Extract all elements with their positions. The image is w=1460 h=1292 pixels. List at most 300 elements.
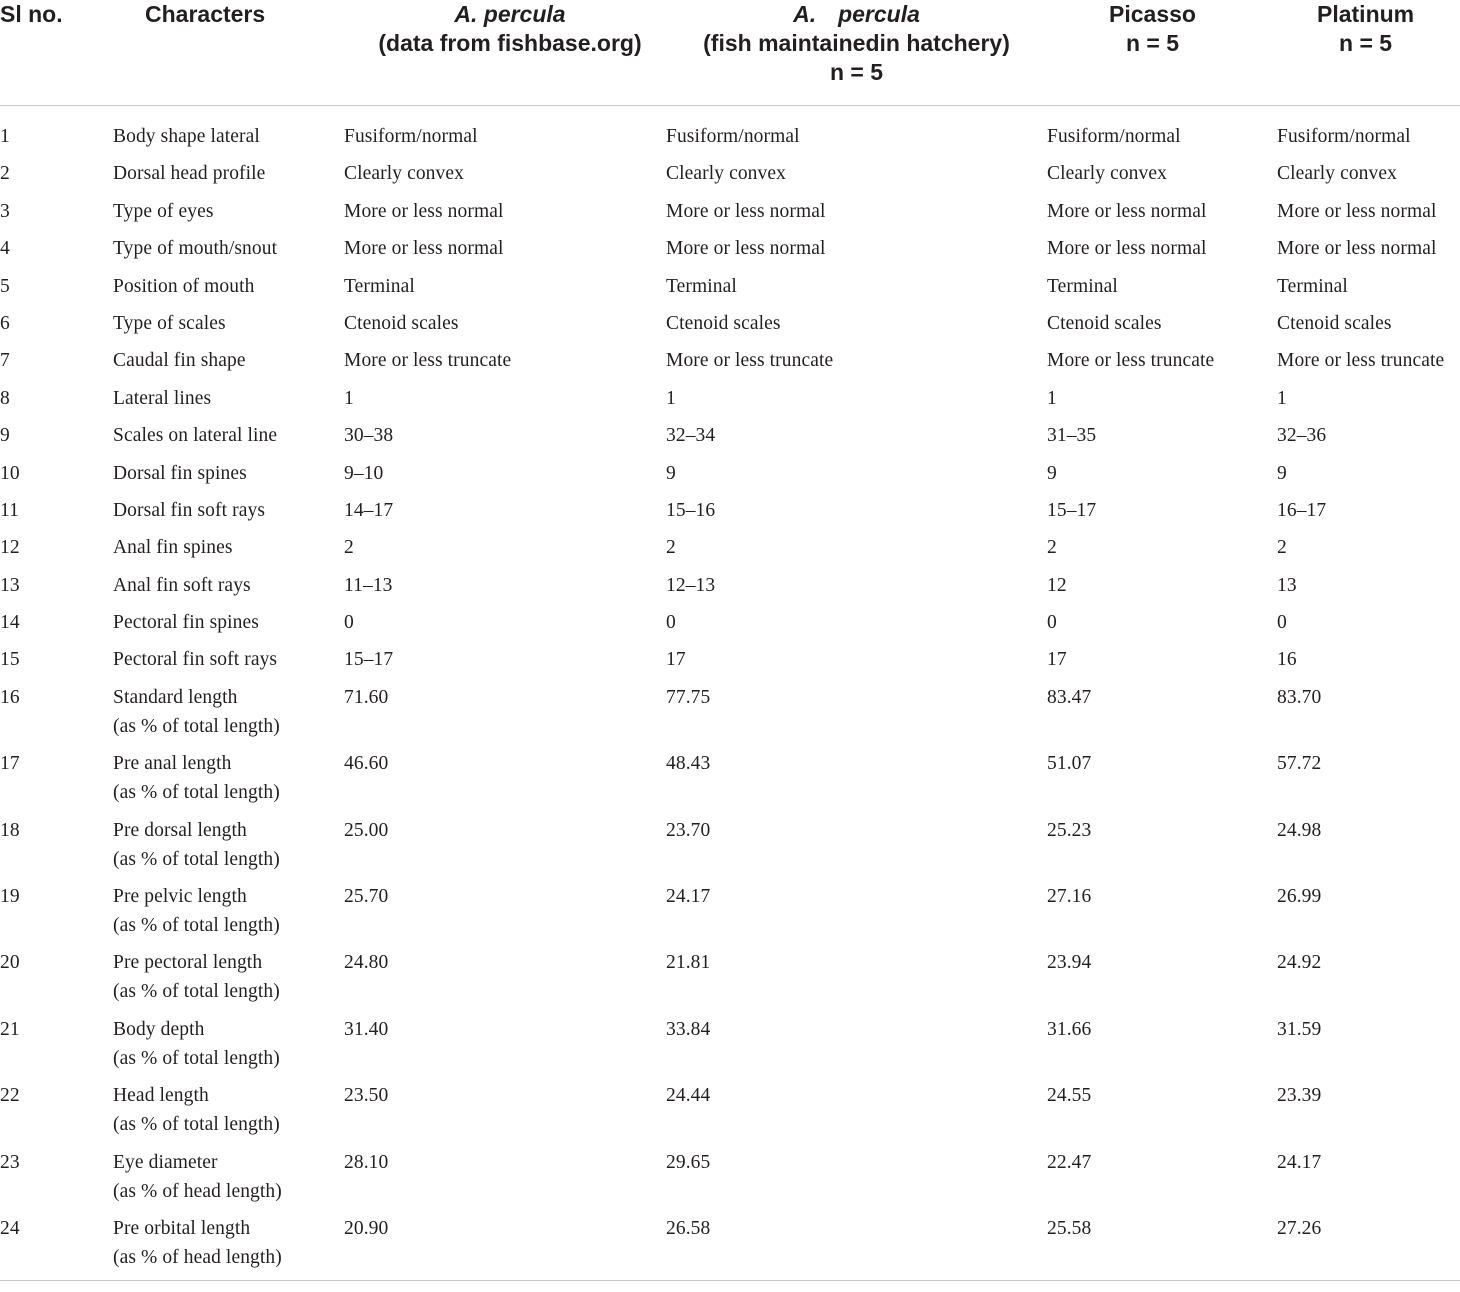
cell-sl-no — [0, 571, 113, 608]
cell-a-percula-fishbase-text: 11–13 — [344, 574, 393, 596]
cell-picasso-text: Ctenoid scales — [1047, 312, 1162, 334]
cell-character-name: Dorsal head profile — [113, 163, 266, 185]
cell-character — [113, 533, 344, 570]
cell-platinum-text: 83.70 — [1277, 686, 1322, 708]
cell-sl-no — [0, 533, 113, 570]
cell-picasso — [1047, 272, 1277, 309]
cell-picasso — [1047, 1015, 1277, 1081]
cell-a-percula-hatchery-text: More or less normal — [666, 238, 826, 260]
cell-character-name: Pre pectoral length — [113, 952, 263, 974]
cell-platinum — [1277, 197, 1460, 234]
cell-picasso — [1047, 309, 1277, 346]
cell-character — [113, 197, 344, 234]
cell-platinum-text: 24.98 — [1277, 819, 1322, 841]
cell-a-percula-hatchery — [666, 1214, 1047, 1281]
cell-a-percula-fishbase-text: 20.90 — [344, 1217, 389, 1239]
table-header — [0, 0, 1460, 106]
table-row — [0, 234, 1460, 271]
cell-a-percula-hatchery — [666, 533, 1047, 570]
cell-platinum — [1277, 683, 1460, 749]
cell-a-percula-hatchery — [666, 159, 1047, 196]
header-sl-no — [0, 0, 113, 106]
cell-a-percula-hatchery-text: 15–16 — [666, 499, 716, 521]
cell-picasso-text: Terminal — [1047, 275, 1118, 297]
cell-platinum — [1277, 948, 1460, 1014]
cell-character-qualifier: (as % of total length) — [113, 1047, 280, 1069]
cell-a-percula-fishbase — [344, 346, 666, 383]
cell-character — [113, 234, 344, 271]
table-row — [0, 645, 1460, 682]
cell-platinum — [1277, 1148, 1460, 1214]
cell-a-percula-fishbase-text: Terminal — [344, 275, 415, 297]
table-row — [0, 459, 1460, 496]
cell-picasso — [1047, 159, 1277, 196]
cell-a-percula-fishbase — [344, 234, 666, 271]
cell-a-percula-hatchery-text: Fusiform/normal — [666, 126, 800, 147]
cell-a-percula-hatchery-text: Terminal — [666, 275, 737, 297]
cell-picasso-text: 31–35 — [1047, 425, 1097, 447]
cell-character — [113, 346, 344, 383]
header-platinum-label: Platinum — [1317, 1, 1415, 27]
cell-a-percula-fishbase — [344, 1081, 666, 1147]
table-row — [0, 309, 1460, 346]
table-row — [0, 533, 1460, 570]
cell-platinum-text: 23.39 — [1277, 1085, 1322, 1107]
cell-platinum-text: Ctenoid scales — [1277, 312, 1392, 334]
cell-a-percula-hatchery-text: 24.44 — [666, 1085, 711, 1107]
cell-picasso — [1047, 421, 1277, 458]
cell-platinum — [1277, 1015, 1460, 1081]
cell-a-percula-hatchery — [666, 106, 1047, 160]
cell-platinum — [1277, 608, 1460, 645]
header-platinum — [1277, 0, 1460, 106]
cell-character-qualifier: (as % of total length) — [113, 848, 280, 870]
cell-a-percula-hatchery — [666, 683, 1047, 749]
cell-character-name: Body shape lateral — [113, 126, 260, 147]
cell-platinum-text: 13 — [1277, 574, 1297, 596]
cell-a-percula-hatchery — [666, 1081, 1047, 1147]
cell-a-percula-hatchery — [666, 459, 1047, 496]
cell-a-percula-hatchery-text: 24.17 — [666, 886, 711, 908]
cell-platinum — [1277, 749, 1460, 815]
cell-picasso-text: 1 — [1047, 387, 1057, 409]
cell-platinum-text: Fusiform/normal — [1277, 126, 1411, 147]
cell-sl-no-text: 13 — [0, 574, 20, 596]
cell-picasso — [1047, 346, 1277, 383]
cell-picasso — [1047, 384, 1277, 421]
table-row — [0, 571, 1460, 608]
cell-character-name: Position of mouth — [113, 275, 255, 297]
cell-a-percula-hatchery-text: 29.65 — [666, 1151, 711, 1173]
cell-character-name: Pre pelvic length — [113, 886, 247, 908]
cell-picasso — [1047, 683, 1277, 749]
cell-sl-no-text: 2 — [0, 163, 10, 185]
cell-a-percula-hatchery-text: 9 — [666, 462, 676, 484]
cell-a-percula-fishbase-text: Fusiform/normal — [344, 126, 478, 147]
cell-sl-no — [0, 645, 113, 682]
cell-sl-no — [0, 948, 113, 1014]
cell-sl-no-text: 7 — [0, 350, 10, 372]
cell-a-percula-fishbase — [344, 882, 666, 948]
cell-a-percula-hatchery — [666, 645, 1047, 682]
cell-picasso-text: 23.94 — [1047, 952, 1092, 974]
header-a1-species: A. percula — [454, 1, 566, 27]
table-row — [0, 608, 1460, 645]
cell-a-percula-hatchery — [666, 816, 1047, 882]
cell-a-percula-hatchery — [666, 346, 1047, 383]
header-a2-note: (fish maintainedin hatchery) — [703, 30, 1010, 56]
header-a2-n: n = 5 — [829, 59, 884, 85]
cell-picasso — [1047, 459, 1277, 496]
table-row — [0, 384, 1460, 421]
cell-sl-no — [0, 1214, 113, 1281]
cell-character-qualifier: (as % of total length) — [113, 715, 280, 737]
table-row — [0, 1148, 1460, 1214]
cell-a-percula-hatchery — [666, 384, 1047, 421]
table-row — [0, 159, 1460, 196]
cell-picasso — [1047, 496, 1277, 533]
cell-a-percula-hatchery-text: More or less normal — [666, 200, 826, 222]
cell-character-qualifier: (as % of head length) — [113, 1246, 282, 1268]
cell-platinum-text: 26.99 — [1277, 886, 1322, 908]
cell-sl-no-text: 19 — [0, 886, 20, 908]
cell-a-percula-hatchery — [666, 234, 1047, 271]
cell-a-percula-fishbase-text: 28.10 — [344, 1151, 389, 1173]
cell-a-percula-hatchery — [666, 882, 1047, 948]
cell-picasso-text: Fusiform/normal — [1047, 126, 1181, 147]
cell-platinum-text: Terminal — [1277, 275, 1348, 297]
cell-sl-no — [0, 749, 113, 815]
header-row — [0, 0, 1460, 106]
table-row — [0, 1015, 1460, 1081]
cell-sl-no-text: 9 — [0, 425, 10, 447]
cell-a-percula-fishbase-text: 15–17 — [344, 649, 394, 671]
cell-sl-no-text: 14 — [0, 612, 20, 634]
cell-a-percula-fishbase — [344, 683, 666, 749]
cell-character — [113, 608, 344, 645]
cell-character-name: Type of eyes — [113, 200, 214, 222]
header-a2-species — [703, 0, 1010, 29]
cell-character-name: Pectoral fin spines — [113, 612, 259, 634]
cell-platinum — [1277, 234, 1460, 271]
cell-a-percula-fishbase-text: More or less normal — [344, 200, 504, 222]
cell-platinum — [1277, 496, 1460, 533]
cell-picasso-text: 31.66 — [1047, 1018, 1092, 1040]
cell-a-percula-fishbase-text: More or less truncate — [344, 350, 512, 372]
cell-sl-no-text: 18 — [0, 819, 20, 841]
cell-sl-no — [0, 384, 113, 421]
cell-picasso-text: 83.47 — [1047, 686, 1092, 708]
cell-character — [113, 459, 344, 496]
cell-a-percula-hatchery-text: 1 — [666, 387, 676, 409]
cell-picasso — [1047, 608, 1277, 645]
cell-platinum — [1277, 645, 1460, 682]
cell-a-percula-fishbase — [344, 1214, 666, 1281]
cell-character-name: Pre dorsal length — [113, 819, 247, 841]
cell-character-qualifier: (as % of total length) — [113, 915, 280, 937]
header-picasso-n: n = 5 — [1125, 30, 1179, 56]
cell-character-name: Pre orbital length — [113, 1217, 251, 1239]
cell-a-percula-hatchery-text: 17 — [666, 649, 686, 671]
header-sl-no-label: Sl no. — [0, 1, 63, 27]
cell-a-percula-fishbase-text: 31.40 — [344, 1018, 389, 1040]
cell-a-percula-fishbase — [344, 608, 666, 645]
cell-platinum-text: More or less normal — [1277, 238, 1437, 260]
cell-character-name: Lateral lines — [113, 387, 212, 409]
cell-platinum-text: 24.92 — [1277, 952, 1322, 974]
cell-picasso-text: 51.07 — [1047, 753, 1092, 775]
cell-picasso-text: More or less truncate — [1047, 350, 1215, 372]
cell-platinum-text: 0 — [1277, 612, 1287, 634]
cell-picasso — [1047, 106, 1277, 160]
cell-a-percula-hatchery — [666, 948, 1047, 1014]
cell-sl-no — [0, 159, 113, 196]
cell-sl-no-text: 6 — [0, 312, 10, 334]
cell-character — [113, 882, 344, 948]
cell-sl-no — [0, 683, 113, 749]
cell-platinum — [1277, 106, 1460, 160]
header-a-percula-hatchery — [666, 0, 1047, 106]
cell-character — [113, 159, 344, 196]
cell-character — [113, 1081, 344, 1147]
cell-character-name: Eye diameter — [113, 1151, 218, 1173]
cell-picasso — [1047, 749, 1277, 815]
cell-a-percula-fishbase — [344, 1015, 666, 1081]
cell-picasso-text: 22.47 — [1047, 1151, 1092, 1173]
cell-platinum-text: Clearly convex — [1277, 163, 1397, 185]
cell-sl-no-text: 24 — [0, 1217, 20, 1239]
cell-character-name: Standard length — [113, 686, 238, 708]
header-a2-epithet: percula — [838, 1, 920, 27]
cell-a-percula-fishbase — [344, 571, 666, 608]
cell-picasso-text: 25.23 — [1047, 819, 1092, 841]
cell-picasso — [1047, 197, 1277, 234]
cell-platinum — [1277, 459, 1460, 496]
cell-a-percula-fishbase — [344, 533, 666, 570]
cell-picasso — [1047, 571, 1277, 608]
cell-character — [113, 683, 344, 749]
cell-character-name: Caudal fin shape — [113, 350, 246, 372]
cell-a-percula-fishbase — [344, 309, 666, 346]
cell-platinum-text: 24.17 — [1277, 1151, 1322, 1173]
cell-a-percula-fishbase — [344, 1148, 666, 1214]
cell-platinum — [1277, 571, 1460, 608]
cell-platinum — [1277, 384, 1460, 421]
table-row — [0, 948, 1460, 1014]
header-picasso — [1047, 0, 1277, 106]
cell-platinum-text: 27.26 — [1277, 1217, 1322, 1239]
cell-platinum-text: 57.72 — [1277, 753, 1322, 775]
cell-sl-no-text: 8 — [0, 387, 10, 409]
cell-character — [113, 645, 344, 682]
cell-picasso-text: 9 — [1047, 462, 1057, 484]
cell-a-percula-hatchery-text: 33.84 — [666, 1018, 711, 1040]
cell-a-percula-fishbase-text: 2 — [344, 537, 354, 559]
cell-character-qualifier: (as % of total length) — [113, 1114, 280, 1136]
cell-sl-no — [0, 608, 113, 645]
cell-picasso-text: More or less normal — [1047, 200, 1207, 222]
cell-a-percula-hatchery — [666, 571, 1047, 608]
cell-platinum-text: More or less truncate — [1277, 350, 1445, 372]
table-row — [0, 882, 1460, 948]
cell-character — [113, 948, 344, 1014]
cell-a-percula-hatchery — [666, 1148, 1047, 1214]
cell-sl-no — [0, 421, 113, 458]
cell-a-percula-hatchery — [666, 749, 1047, 815]
cell-character — [113, 106, 344, 160]
cell-platinum-text: 1 — [1277, 387, 1287, 409]
cell-a-percula-fishbase-text: 0 — [344, 612, 354, 634]
cell-a-percula-hatchery-text: 0 — [666, 612, 676, 634]
cell-platinum — [1277, 816, 1460, 882]
cell-character-name: Pre anal length — [113, 753, 232, 775]
cell-sl-no — [0, 1081, 113, 1147]
cell-picasso-text: 17 — [1047, 649, 1067, 671]
cell-character — [113, 384, 344, 421]
cell-a-percula-fishbase-text: 14–17 — [344, 499, 394, 521]
cell-character-name: Body depth — [113, 1018, 205, 1040]
cell-character — [113, 749, 344, 815]
cell-a-percula-hatchery-text: 2 — [666, 537, 676, 559]
table-row — [0, 496, 1460, 533]
cell-character — [113, 1015, 344, 1081]
cell-a-percula-fishbase-text: 9–10 — [344, 462, 384, 484]
cell-a-percula-fishbase — [344, 106, 666, 160]
table-row — [0, 272, 1460, 309]
cell-character-name: Type of mouth/snout — [113, 238, 278, 260]
cell-character-qualifier: (as % of total length) — [113, 981, 280, 1003]
cell-picasso-text: 15–17 — [1047, 499, 1097, 521]
cell-platinum — [1277, 159, 1460, 196]
cell-a-percula-fishbase — [344, 459, 666, 496]
cell-picasso-text: 25.58 — [1047, 1217, 1092, 1239]
cell-sl-no-text: 20 — [0, 952, 20, 974]
cell-sl-no-text: 23 — [0, 1151, 20, 1173]
cell-character-name: Anal fin soft rays — [113, 574, 251, 596]
table-row — [0, 1214, 1460, 1281]
table-row — [0, 683, 1460, 749]
cell-a-percula-fishbase-text: 1 — [344, 387, 354, 409]
cell-sl-no-text: 11 — [0, 499, 19, 521]
cell-picasso — [1047, 816, 1277, 882]
cell-character — [113, 309, 344, 346]
table-row — [0, 346, 1460, 383]
cell-picasso-text: More or less normal — [1047, 238, 1207, 260]
cell-picasso-text: 12 — [1047, 574, 1067, 596]
header-a-percula-fishbase — [344, 0, 666, 106]
header-platinum-n: n = 5 — [1339, 30, 1393, 56]
cell-platinum — [1277, 309, 1460, 346]
table-row — [0, 816, 1460, 882]
cell-platinum — [1277, 1081, 1460, 1147]
cell-sl-no — [0, 197, 113, 234]
table-row — [0, 1081, 1460, 1147]
cell-picasso-text: 0 — [1047, 612, 1057, 634]
cell-character-name: Dorsal fin soft rays — [113, 499, 266, 521]
cell-platinum — [1277, 346, 1460, 383]
cell-character — [113, 1148, 344, 1214]
cell-a-percula-hatchery-text: 48.43 — [666, 753, 711, 775]
cell-sl-no — [0, 346, 113, 383]
cell-picasso-text: 2 — [1047, 537, 1057, 559]
cell-sl-no-text: 1 — [0, 126, 10, 147]
cell-sl-no — [0, 816, 113, 882]
cell-platinum-text: 2 — [1277, 537, 1287, 559]
cell-a-percula-fishbase — [344, 421, 666, 458]
cell-a-percula-hatchery-text: 12–13 — [666, 574, 716, 596]
cell-platinum — [1277, 882, 1460, 948]
header-a2-genus: A. — [793, 1, 817, 27]
cell-a-percula-fishbase-text: 71.60 — [344, 686, 389, 708]
cell-character — [113, 816, 344, 882]
cell-a-percula-fishbase — [344, 948, 666, 1014]
cell-a-percula-hatchery — [666, 197, 1047, 234]
table-row — [0, 106, 1460, 160]
header-picasso-label: Picasso — [1109, 1, 1196, 27]
cell-sl-no — [0, 496, 113, 533]
cell-sl-no — [0, 1015, 113, 1081]
cell-a-percula-hatchery — [666, 272, 1047, 309]
cell-sl-no-text: 16 — [0, 686, 20, 708]
cell-character-name: Anal fin spines — [113, 537, 233, 559]
cell-a-percula-fishbase-text: More or less normal — [344, 238, 504, 260]
cell-sl-no-text: 12 — [0, 537, 20, 559]
cell-picasso-text: Clearly convex — [1047, 163, 1167, 185]
cell-character — [113, 496, 344, 533]
cell-platinum — [1277, 421, 1460, 458]
cell-a-percula-fishbase-text: 24.80 — [344, 952, 389, 974]
table-row — [0, 197, 1460, 234]
cell-a-percula-hatchery — [666, 1015, 1047, 1081]
cell-sl-no-text: 3 — [0, 200, 10, 222]
bottom-rule — [0, 1281, 1460, 1284]
cell-platinum-text: 32–36 — [1277, 425, 1327, 447]
cell-character-name: Type of scales — [113, 312, 226, 334]
cell-character — [113, 571, 344, 608]
cell-platinum — [1277, 272, 1460, 309]
cell-character-name: Head length — [113, 1085, 209, 1107]
cell-a-percula-fishbase-text: Ctenoid scales — [344, 312, 459, 334]
cell-a-percula-fishbase — [344, 272, 666, 309]
cell-a-percula-fishbase — [344, 159, 666, 196]
cell-sl-no — [0, 459, 113, 496]
cell-character-qualifier: (as % of head length) — [113, 1180, 282, 1202]
cell-sl-no — [0, 1148, 113, 1214]
cell-a-percula-hatchery-text: 77.75 — [666, 686, 711, 708]
cell-picasso — [1047, 645, 1277, 682]
cell-platinum-text: 9 — [1277, 462, 1287, 484]
header-characters-label: Characters — [145, 1, 266, 27]
cell-a-percula-fishbase — [344, 816, 666, 882]
cell-platinum — [1277, 1214, 1460, 1281]
cell-a-percula-hatchery-text: 23.70 — [666, 819, 711, 841]
cell-a-percula-fishbase — [344, 645, 666, 682]
cell-picasso — [1047, 533, 1277, 570]
cell-sl-no — [0, 106, 113, 160]
cell-a-percula-hatchery-text: 26.58 — [666, 1217, 711, 1239]
cell-a-percula-fishbase-text: 25.70 — [344, 886, 389, 908]
cell-a-percula-fishbase-text: Clearly convex — [344, 163, 464, 185]
table-row — [0, 749, 1460, 815]
cell-platinum-text: 31.59 — [1277, 1018, 1322, 1040]
cell-sl-no-text: 5 — [0, 275, 10, 297]
cell-picasso — [1047, 1214, 1277, 1281]
header-a1-note: (data from fishbase.org) — [378, 30, 642, 56]
cell-picasso — [1047, 1148, 1277, 1214]
cell-a-percula-hatchery-text: 21.81 — [666, 952, 711, 974]
cell-picasso-text: 24.55 — [1047, 1085, 1092, 1107]
table-footer-rule — [0, 1281, 1460, 1284]
